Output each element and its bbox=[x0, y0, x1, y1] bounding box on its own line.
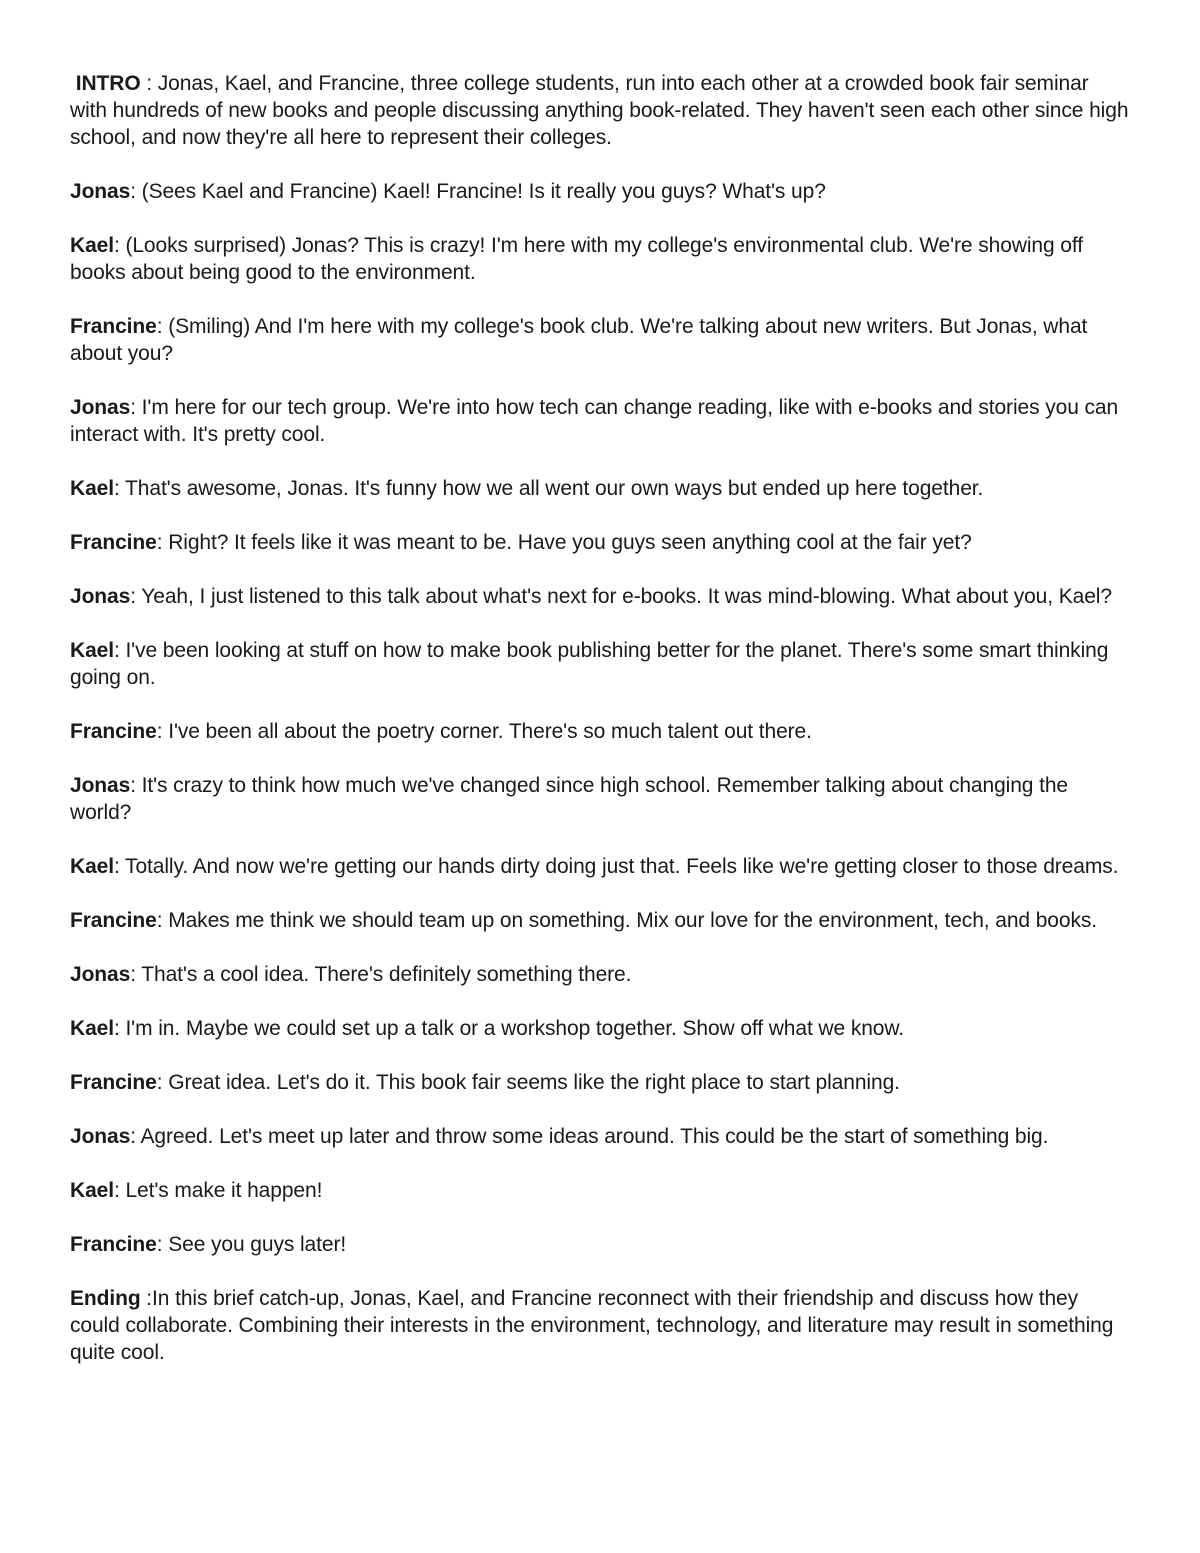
speaker-name: Jonas bbox=[70, 396, 131, 419]
dialogue-text: : Makes me think we should team up on something. Mix our love for the environment, tech, and books. bbox=[156, 909, 1097, 932]
dialogue-line bbox=[70, 961, 1130, 988]
dialogue-text: : Agreed. Let's meet up later and throw some ideas around. This could be the start of something big. bbox=[130, 1125, 1049, 1148]
speaker-name: Kael bbox=[70, 1017, 114, 1040]
dialogue-line bbox=[70, 313, 1130, 367]
speaker-name: Kael bbox=[70, 234, 114, 257]
speaker-name: Francine bbox=[70, 1071, 157, 1094]
dialogue-line bbox=[70, 394, 1130, 448]
intro-text: : Jonas, Kael, and Francine, three college students, run into each other at a crowded book fair seminar with hundreds of new books and people discussing anything book-related. They haven't seen each other since high school, and now they're all here to represent their colleges. bbox=[70, 72, 1129, 149]
speaker-name: Jonas bbox=[70, 180, 131, 203]
speaker-name: Jonas bbox=[70, 585, 131, 608]
ending-text: :In this brief catch-up, Jonas, Kael, and Francine reconnect with their friendship and discuss how they could collaborate. Combining their interests in the environment, technology, and literature may result in something quite cool. bbox=[70, 1287, 1114, 1364]
dialogue-text: : Right? It feels like it was meant to be. Have you guys seen anything cool at the fair yet? bbox=[156, 531, 972, 554]
dialogue-line bbox=[70, 475, 1130, 502]
dialogue-text: : Great idea. Let's do it. This book fair seems like the right place to start planning. bbox=[156, 1071, 900, 1094]
speaker-name: Kael bbox=[70, 477, 114, 500]
intro-paragraph bbox=[70, 70, 1130, 151]
speaker-name: Kael bbox=[70, 639, 114, 662]
speaker-name: Francine bbox=[70, 315, 157, 338]
dialogue-line bbox=[70, 1069, 1130, 1096]
dialogue-text: : I've been looking at stuff on how to make book publishing better for the planet. There's some smart thinking going on. bbox=[70, 639, 1109, 689]
dialogue-text: : That's awesome, Jonas. It's funny how we all went our own ways but ended up here together. bbox=[113, 477, 984, 500]
dialogue-text: : It's crazy to think how much we've changed since high school. Remember talking about changing the world? bbox=[70, 774, 1069, 824]
document-page bbox=[70, 70, 1130, 1393]
dialogue-line bbox=[70, 1177, 1130, 1204]
ending-paragraph bbox=[70, 1285, 1130, 1366]
dialogue-text: : I'm here for our tech group. We're into how tech can change reading, like with e-books and stories you can interact with. It's pretty cool. bbox=[70, 396, 1119, 446]
dialogue-line bbox=[70, 583, 1130, 610]
dialogue-line bbox=[70, 853, 1130, 880]
dialogue-line bbox=[70, 637, 1130, 691]
dialogue-text: : See you guys later! bbox=[156, 1233, 347, 1256]
dialogue-line bbox=[70, 907, 1130, 934]
dialogue-line bbox=[70, 772, 1130, 826]
speaker-name: Jonas bbox=[70, 963, 131, 986]
dialogue-text: : I'm in. Maybe we could set up a talk or a workshop together. Show off what we know. bbox=[113, 1017, 905, 1040]
speaker-name: Jonas bbox=[70, 1125, 131, 1148]
dialogue-text: : (Sees Kael and Francine) Kael! Francine! Is it really you guys? What's up? bbox=[130, 180, 826, 203]
dialogue-line bbox=[70, 1123, 1130, 1150]
dialogue-line bbox=[70, 178, 1130, 205]
speaker-name: Francine bbox=[70, 531, 157, 554]
dialogue-text: : (Smiling) And I'm here with my college's book club. We're talking about new writers. But Jonas, what about you? bbox=[70, 315, 1088, 365]
dialogue-line bbox=[70, 718, 1130, 745]
intro-label: INTRO bbox=[75, 72, 141, 95]
ending-label: Ending bbox=[70, 1287, 141, 1310]
dialogue-line bbox=[70, 232, 1130, 286]
dialogue-line bbox=[70, 529, 1130, 556]
dialogue-text: : (Looks surprised) Jonas? This is crazy! I'm here with my college's environmental club. We're showing off books about being good to the environment. bbox=[70, 234, 1083, 284]
dialogue-text: : That's a cool idea. There's definitely something there. bbox=[130, 963, 632, 986]
dialogue-text: : I've been all about the poetry corner. There's so much talent out there. bbox=[156, 720, 812, 743]
speaker-name: Francine bbox=[70, 720, 157, 743]
speaker-name: Francine bbox=[70, 1233, 157, 1256]
dialogue-text: : Let's make it happen! bbox=[113, 1179, 323, 1202]
dialogue-text: : Totally. And now we're getting our hands dirty doing just that. Feels like we're getting closer to those dreams. bbox=[113, 855, 1119, 878]
dialogue-line bbox=[70, 1015, 1130, 1042]
dialogue-text: : Yeah, I just listened to this talk about what's next for e-books. It was mind-blowing. What about you, Kael? bbox=[130, 585, 1112, 608]
speaker-name: Kael bbox=[70, 1179, 114, 1202]
dialogue-line bbox=[70, 1231, 1130, 1258]
speaker-name: Kael bbox=[70, 855, 114, 878]
speaker-name: Jonas bbox=[70, 774, 131, 797]
speaker-name: Francine bbox=[70, 909, 157, 932]
